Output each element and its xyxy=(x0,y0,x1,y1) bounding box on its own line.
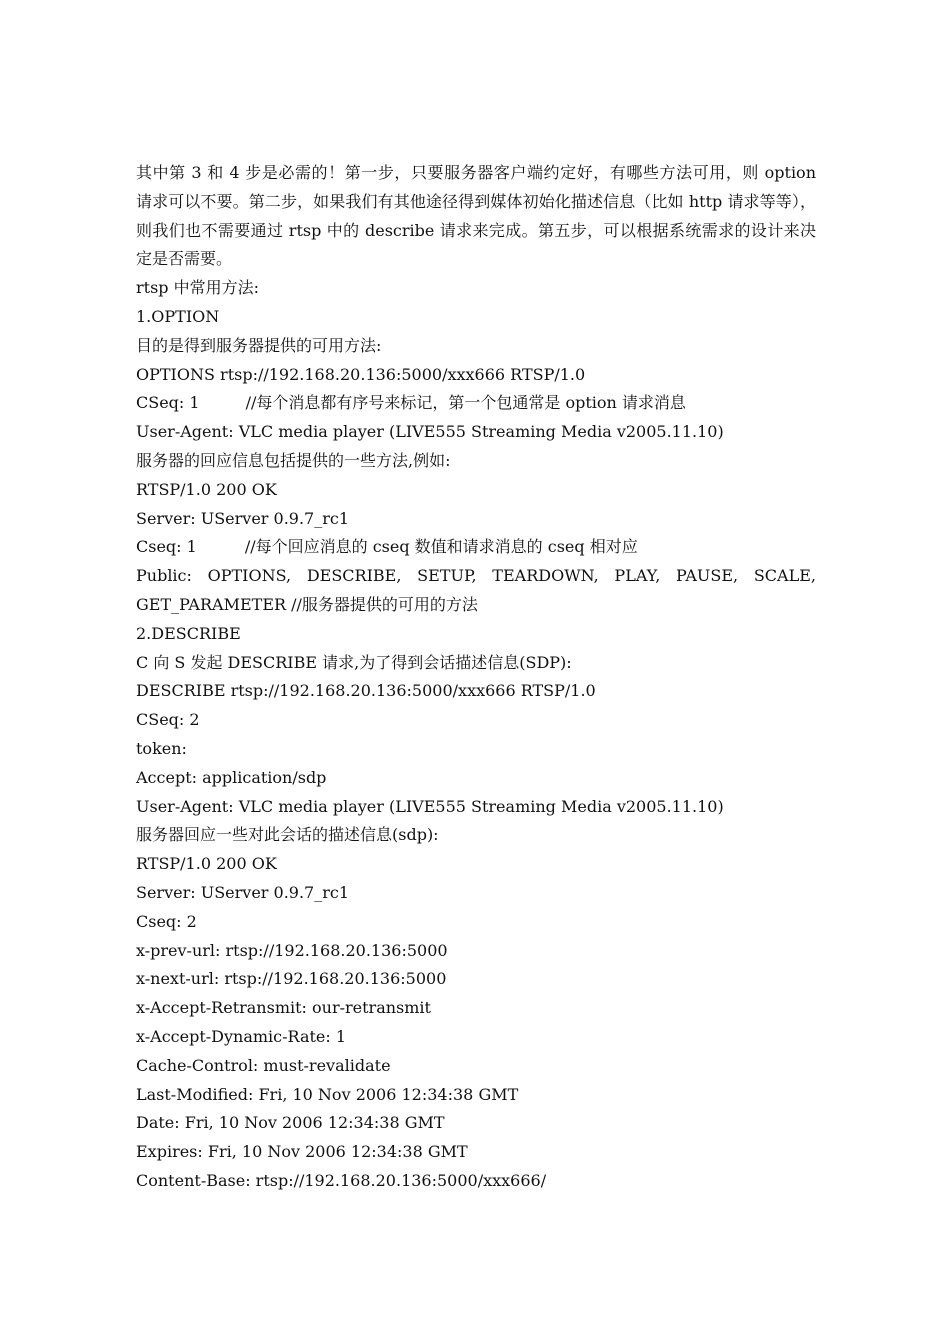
intro-line-4: 定是否需要。 xyxy=(136,249,233,269)
option-response-intro: 服务器的回应信息包括提供的一些方法,例如: xyxy=(136,450,451,470)
describe-status-line: RTSP/1.0 200 OK xyxy=(136,854,277,874)
intro-line-3: 则我们也不需要通过 rtsp 中的 describe 请求来完成。第五步，可以根据系统需求的设计来决 xyxy=(136,220,816,240)
option-resp-cseq-line xyxy=(136,533,816,562)
describe-dynamic-rate: x-Accept-Dynamic-Rate: 1 xyxy=(136,1026,347,1046)
intro-line-2: 请求可以不要。第二步，如果我们有其他途径得到媒体初始化描述信息（比如 http 请求等等）， xyxy=(136,191,816,211)
describe-purpose: C 向 S 发起 DESCRIBE 请求,为了得到会话描述信息(SDP): xyxy=(136,652,572,672)
document-body xyxy=(136,159,816,1196)
describe-cseq-resp: Cseq: 2 xyxy=(136,911,197,931)
describe-cseq: CSeq: 2 xyxy=(136,710,200,730)
option-purpose: 目的是得到服务器提供的可用方法: xyxy=(136,335,382,355)
intro-line-1: 其中第 3 和 4 步是必需的！第一步，只要服务器客户端约定好，有哪些方法可用，则 option xyxy=(136,163,816,182)
describe-expires: Expires: Fri, 10 Nov 2006 12:34:38 GMT xyxy=(136,1142,468,1162)
option-title: 1.OPTION xyxy=(136,306,220,326)
describe-content-base: Content-Base: rtsp://192.168.20.136:5000/xxx666/ xyxy=(136,1170,547,1190)
option-request-line: OPTIONS rtsp://192.168.20.136:5000/xxx666 RTSP/1.0 xyxy=(136,364,586,384)
option-resp-cseq-comment: //每个回应消息的 cseq 数值和请求消息的 cseq 相对应 xyxy=(244,537,638,557)
describe-retransmit: x-Accept-Retransmit: our-retransmit xyxy=(136,998,431,1018)
describe-user-agent: User-Agent: VLC media player (LIVE555 Streaming Media v2005.11.10) xyxy=(136,796,724,816)
option-cseq-field: CSeq: 1 xyxy=(136,393,200,413)
option-server: Server: UServer 0.9.7_rc1 xyxy=(136,508,350,528)
option-user-agent: User-Agent: VLC media player (LIVE555 Streaming Media v2005.11.10) xyxy=(136,422,724,442)
option-cseq-line xyxy=(136,389,816,418)
describe-date: Date: Fri, 10 Nov 2006 12:34:38 GMT xyxy=(136,1113,445,1133)
option-public-line-1: Public: OPTIONS, DESCRIBE, SETUP, TEARDOWN, PLAY, PAUSE, SCALE, xyxy=(136,566,816,586)
describe-last-modified: Last-Modified: Fri, 10 Nov 2006 12:34:38 GMT xyxy=(136,1084,519,1104)
option-resp-cseq-field: Cseq: 1 xyxy=(136,537,197,557)
describe-response-intro: 服务器回应一些对此会话的描述信息(sdp): xyxy=(136,825,439,845)
describe-request-line: DESCRIBE rtsp://192.168.20.136:5000/xxx666 RTSP/1.0 xyxy=(136,681,596,701)
option-public-line-2: GET_PARAMETER //服务器提供的可用的方法 xyxy=(136,594,478,614)
methods-heading: rtsp 中常用方法: xyxy=(136,278,260,298)
describe-prev-url: x-prev-url: rtsp://192.168.20.136:5000 xyxy=(136,940,448,960)
describe-next-url: x-next-url: rtsp://192.168.20.136:5000 xyxy=(136,969,447,989)
describe-server: Server: UServer 0.9.7_rc1 xyxy=(136,882,350,902)
describe-token: token: xyxy=(136,738,187,758)
option-cseq-comment: //每个消息都有序号来标记，第一个包通常是 option 请求消息 xyxy=(245,393,686,413)
describe-cache-control: Cache-Control: must-revalidate xyxy=(136,1055,391,1075)
describe-accept: Accept: application/sdp xyxy=(136,767,327,787)
option-status-line: RTSP/1.0 200 OK xyxy=(136,479,277,499)
describe-title: 2.DESCRIBE xyxy=(136,623,241,643)
